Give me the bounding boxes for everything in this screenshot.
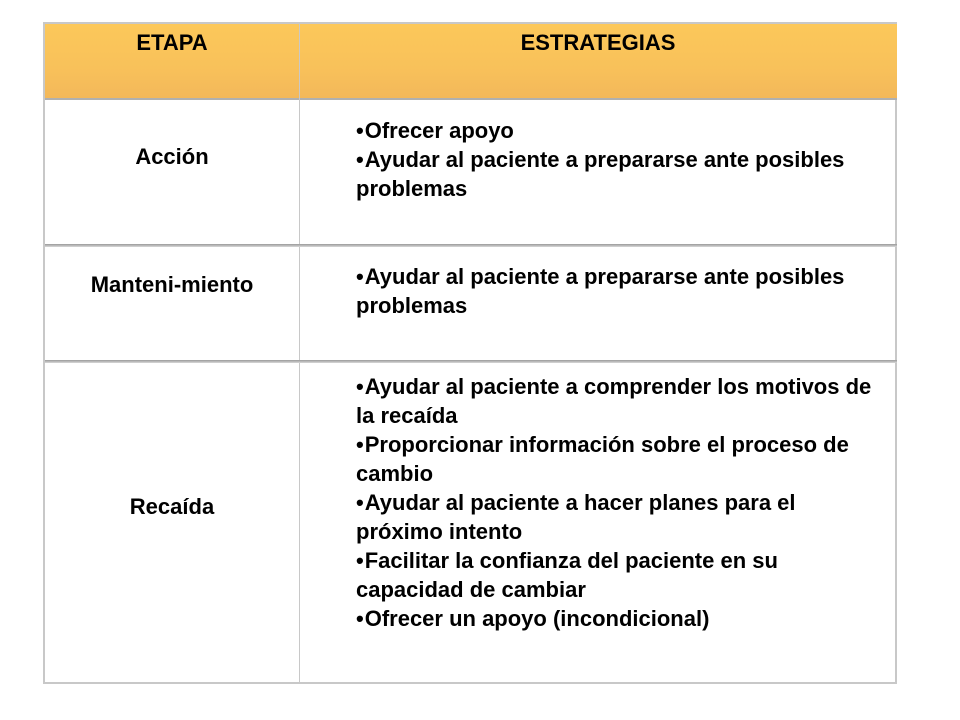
strategy-text: Ayudar al paciente a hacer planes para el próximo intento — [356, 490, 796, 544]
strategy-list-recaida — [356, 372, 886, 633]
strategy-item — [356, 116, 886, 145]
strategy-text: Ayudar al paciente a prepararse ante posibles problemas — [356, 147, 845, 201]
strategy-item — [356, 430, 886, 488]
strategy-text: Ayudar al paciente a prepararse ante posibles problemas — [356, 264, 845, 318]
bullet: • — [356, 118, 364, 143]
stages-strategies-table — [43, 22, 897, 684]
table-header-row — [45, 24, 897, 100]
strategy-text: Ayudar al paciente a comprender los motivos de la recaída — [356, 374, 872, 428]
header-strategies: ESTRATEGIAS — [520, 30, 676, 55]
bullet: • — [356, 432, 364, 457]
table-row-recaida — [45, 362, 897, 684]
stage-label-mantenimiento: Manteni-miento — [90, 272, 254, 297]
header-stage: ETAPA — [136, 30, 208, 55]
stage-label-accion: Acción — [135, 144, 209, 169]
strategy-text: Ofrecer apoyo — [364, 118, 514, 143]
strategy-text: Ofrecer un apoyo (incondicional) — [364, 606, 710, 631]
strategy-item — [356, 546, 886, 604]
strategy-list-accion — [356, 116, 886, 203]
table-row-accion — [45, 100, 897, 246]
strategy-list-mantenimiento — [356, 262, 886, 320]
bullet: • — [356, 147, 364, 172]
bullet: • — [356, 264, 364, 289]
bullet: • — [356, 606, 364, 631]
bullet: • — [356, 490, 364, 515]
strategy-item — [356, 145, 886, 203]
bullet: • — [356, 548, 364, 573]
bullet: • — [356, 374, 364, 399]
strategy-item — [356, 604, 886, 633]
stage-label-recaida: Recaída — [129, 494, 215, 519]
strategy-item — [356, 488, 886, 546]
strategy-item — [356, 372, 886, 430]
strategy-item — [356, 262, 886, 320]
table-row-mantenimiento — [45, 246, 897, 362]
strategy-text: Facilitar la confianza del paciente en su capacidad de cambiar — [356, 548, 778, 602]
strategy-text: Proporcionar información sobre el proceso de cambio — [356, 432, 849, 486]
